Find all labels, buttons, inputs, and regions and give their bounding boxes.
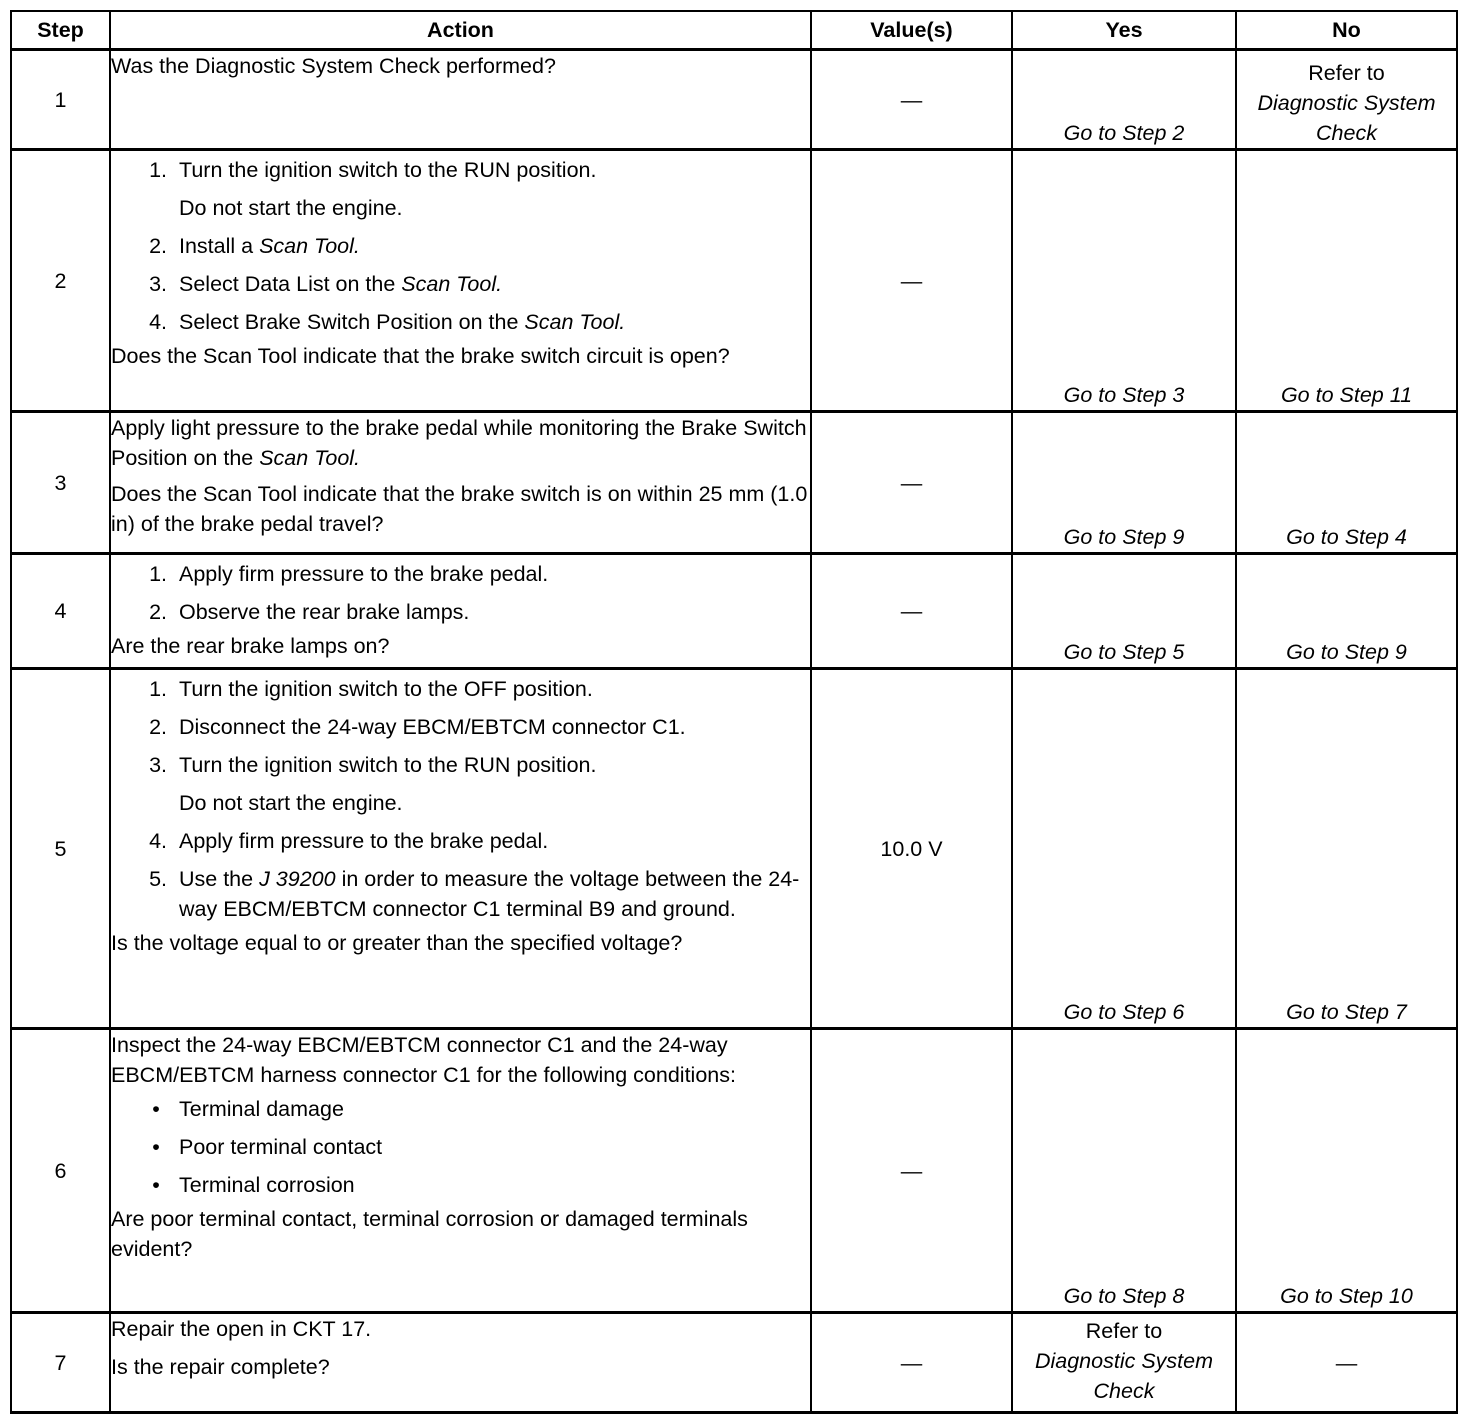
list-item: 4. Apply firm pressure to the brake pedal. bbox=[149, 829, 549, 853]
diagnostic-table-page bbox=[10, 10, 1458, 1414]
no-cell: Go to Step 10 bbox=[1236, 1029, 1457, 1313]
step-number: 5 bbox=[11, 669, 110, 1029]
list-item: • Terminal corrosion bbox=[152, 1173, 355, 1197]
action-cell bbox=[110, 1029, 811, 1313]
value-cell: — bbox=[811, 1313, 1012, 1413]
instruction-text: Inspect the 24-way EBCM/EBTCM connector C1 and the 24-way EBCM/EBTCM harness connector C1 for the following conditions: bbox=[111, 1033, 736, 1087]
action-steps-list bbox=[111, 155, 810, 337]
list-item: 2. Install a Scan Tool. bbox=[149, 234, 360, 258]
list-item: 2. Observe the rear brake lamps. bbox=[149, 600, 470, 624]
header-values: Value(s) bbox=[811, 11, 1012, 50]
yes-cell: Go to Step 8 bbox=[1012, 1029, 1236, 1313]
no-cell bbox=[1236, 50, 1457, 150]
question-text: Is the voltage equal to or greater than the specified voltage? bbox=[111, 931, 683, 955]
action-steps-list bbox=[111, 559, 810, 627]
question-text: Does the Scan Tool indicate that the brake switch circuit is open? bbox=[111, 344, 730, 368]
list-item: 2. Disconnect the 24-way EBCM/EBTCM connector C1. bbox=[149, 715, 686, 739]
value-cell: — bbox=[811, 412, 1012, 554]
header-row bbox=[11, 11, 1457, 50]
question-text: Is the repair complete? bbox=[111, 1355, 330, 1379]
question-text: Are poor terminal contact, terminal corrosion or damaged terminals evident? bbox=[111, 1207, 748, 1261]
action-cell bbox=[110, 554, 811, 669]
yes-cell: Go to Step 2 bbox=[1012, 50, 1236, 150]
header-action: Action bbox=[110, 11, 811, 50]
yes-cell: Go to Step 3 bbox=[1012, 150, 1236, 412]
header-step: Step bbox=[11, 11, 110, 50]
list-item: • Terminal damage bbox=[152, 1097, 344, 1121]
action-steps-list bbox=[111, 674, 810, 924]
action-cell bbox=[110, 412, 811, 554]
table-row-step-1 bbox=[11, 50, 1457, 150]
table-row-step-3 bbox=[11, 412, 1457, 554]
value-cell: — bbox=[811, 554, 1012, 669]
header-yes: Yes bbox=[1012, 11, 1236, 50]
question-text: Does the Scan Tool indicate that the brake switch is on within 25 mm (1.0 in) of the brake pedal travel? bbox=[111, 482, 808, 536]
table-row-step-7 bbox=[11, 1313, 1457, 1413]
list-item: 5. Use the J 39200 in order to measure the voltage between the 24-way EBCM/EBTCM connector C1 terminal B9 and ground. bbox=[149, 867, 800, 921]
table-row-step-2 bbox=[11, 150, 1457, 412]
no-cell: Go to Step 7 bbox=[1236, 669, 1457, 1029]
no-cell: — bbox=[1236, 1313, 1457, 1413]
refer-to-text: Refer to bbox=[1085, 1319, 1163, 1343]
list-item: • Poor terminal contact bbox=[152, 1135, 383, 1159]
step-number: 6 bbox=[11, 1029, 110, 1313]
step-number: 3 bbox=[11, 412, 110, 554]
action-cell bbox=[110, 150, 811, 412]
header-no: No bbox=[1236, 11, 1457, 50]
yes-cell: Go to Step 5 bbox=[1012, 554, 1236, 669]
instruction-text: Apply light pressure to the brake pedal while monitoring the Brake Switch Position on the Scan Tool. bbox=[111, 416, 807, 470]
question-text: Was the Diagnostic System Check performed? bbox=[111, 54, 556, 78]
list-item: 1. Apply firm pressure to the brake pedal. bbox=[149, 562, 549, 586]
list-item: 1. Turn the ignition switch to the RUN position. Do not start the engine. bbox=[149, 158, 597, 220]
step-number: 7 bbox=[11, 1313, 110, 1413]
list-item: 3. Turn the ignition switch to the RUN position. Do not start the engine. bbox=[149, 753, 597, 815]
question-text: Are the rear brake lamps on? bbox=[111, 634, 390, 658]
step-number: 4 bbox=[11, 554, 110, 669]
value-cell: — bbox=[811, 50, 1012, 150]
value-cell: — bbox=[811, 150, 1012, 412]
instruction-text: Repair the open in CKT 17. bbox=[111, 1317, 372, 1341]
action-cell bbox=[110, 1313, 811, 1413]
list-item: 1. Turn the ignition switch to the OFF position. bbox=[149, 677, 593, 701]
step-number: 1 bbox=[11, 50, 110, 150]
no-cell: Go to Step 11 bbox=[1236, 150, 1457, 412]
table-row-step-4 bbox=[11, 554, 1457, 669]
table-row-step-5 bbox=[11, 669, 1457, 1029]
value-cell: — bbox=[811, 1029, 1012, 1313]
refer-to-text: Refer to bbox=[1308, 61, 1385, 85]
step-number: 2 bbox=[11, 150, 110, 412]
reference-link-text: Diagnostic System Check bbox=[1257, 91, 1436, 145]
yes-cell bbox=[1012, 1313, 1236, 1413]
action-cell bbox=[110, 669, 811, 1029]
yes-cell: Go to Step 9 bbox=[1012, 412, 1236, 554]
conditions-list bbox=[111, 1094, 810, 1200]
no-cell: Go to Step 4 bbox=[1236, 412, 1457, 554]
list-item: 3. Select Data List on the Scan Tool. bbox=[149, 272, 503, 296]
yes-cell: Go to Step 6 bbox=[1012, 669, 1236, 1029]
list-item: 4. Select Brake Switch Position on the Scan Tool. bbox=[149, 310, 626, 334]
table-row-step-6 bbox=[11, 1029, 1457, 1313]
diagnostic-table bbox=[10, 10, 1458, 1414]
value-cell: 10.0 V bbox=[811, 669, 1012, 1029]
reference-link-text: Diagnostic System Check bbox=[1034, 1349, 1214, 1403]
action-cell bbox=[110, 50, 811, 150]
no-cell: Go to Step 9 bbox=[1236, 554, 1457, 669]
